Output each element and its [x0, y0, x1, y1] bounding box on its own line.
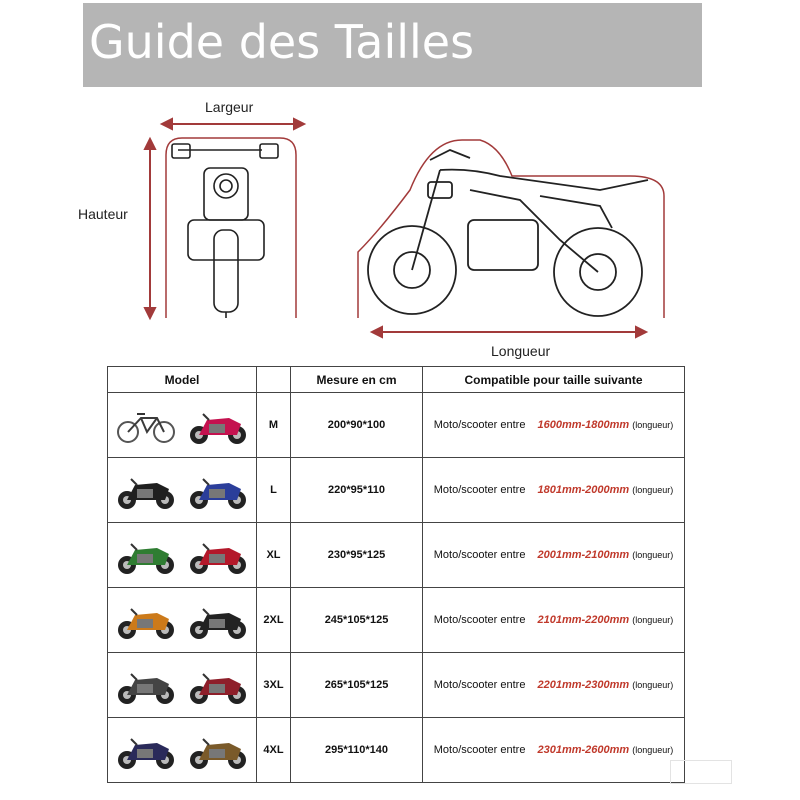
- compatible-text: Moto/scooter entre: [433, 484, 526, 496]
- table-row: [108, 393, 685, 458]
- model-images: [108, 458, 257, 523]
- length-arrow: [372, 327, 646, 337]
- length-range: 2201mm-2300mm: [537, 679, 630, 691]
- compatible-text: Moto/scooter entre: [433, 679, 526, 691]
- length-unit: (longueur): [632, 420, 674, 430]
- table-row: [108, 718, 685, 783]
- compatible-cell: [423, 653, 685, 718]
- motorcycle-icon: [115, 664, 177, 706]
- side-motorcycle-icon: [368, 150, 648, 316]
- table-row: [108, 523, 685, 588]
- compatible-cell: [423, 393, 685, 458]
- model-images: [108, 588, 257, 653]
- motorcycle-icon: [187, 599, 249, 641]
- motorcycle-icon: [187, 664, 249, 706]
- header-compatible: Compatible pour taille suivante: [423, 367, 685, 393]
- page-title: Guide des Tailles: [89, 15, 475, 69]
- table-header-row: [108, 367, 685, 393]
- size-label: L: [257, 458, 291, 523]
- header-measure: Mesure en cm: [291, 367, 423, 393]
- motorcycle-icon: [115, 469, 177, 511]
- measure-value: 230*95*125: [291, 523, 423, 588]
- watermark: [670, 760, 732, 784]
- compatible-text: Moto/scooter entre: [433, 419, 526, 431]
- scooter-icon: [187, 404, 249, 446]
- compatible-cell: [423, 718, 685, 783]
- length-label: Longueur: [491, 343, 551, 359]
- side-cover-outline: [358, 140, 664, 318]
- motorcycle-icon: [115, 599, 177, 641]
- compatible-text: Moto/scooter entre: [433, 549, 526, 561]
- size-label: 4XL: [257, 718, 291, 783]
- model-images: [108, 393, 257, 458]
- compatible-cell: [423, 523, 685, 588]
- scooter-icon: [187, 469, 249, 511]
- model-images: [108, 718, 257, 783]
- width-label: Largeur: [205, 99, 254, 115]
- length-unit: (longueur): [632, 680, 674, 690]
- length-unit: (longueur): [632, 550, 674, 560]
- compatible-text: Moto/scooter entre: [433, 614, 526, 626]
- length-range: 2101mm-2200mm: [537, 614, 630, 626]
- table-row: [108, 588, 685, 653]
- length-unit: (longueur): [632, 615, 674, 625]
- motorcycle-icon: [115, 534, 177, 576]
- length-range: 2001mm-2100mm: [537, 549, 630, 561]
- front-motorcycle-icon: [172, 144, 278, 318]
- dimension-diagram: [0, 0, 800, 362]
- size-label: XL: [257, 523, 291, 588]
- compatible-cell: [423, 588, 685, 653]
- size-label: 2XL: [257, 588, 291, 653]
- width-arrow: [162, 119, 304, 129]
- bicycle-icon: [115, 404, 177, 446]
- size-table: [107, 366, 685, 783]
- table-row: [108, 653, 685, 718]
- measure-value: 295*110*140: [291, 718, 423, 783]
- measure-value: 200*90*100: [291, 393, 423, 458]
- motorcycle-icon: [187, 729, 249, 771]
- measure-value: 265*105*125: [291, 653, 423, 718]
- length-unit: (longueur): [632, 485, 674, 495]
- length-range: 1801mm-2000mm: [537, 484, 630, 496]
- model-images: [108, 523, 257, 588]
- header-model: Model: [108, 367, 257, 393]
- size-label: M: [257, 393, 291, 458]
- length-range: 1600mm-1800mm: [537, 419, 630, 431]
- model-images: [108, 653, 257, 718]
- motorcycle-icon: [187, 534, 249, 576]
- motorcycle-icon: [115, 729, 177, 771]
- length-unit: (longueur): [632, 745, 674, 755]
- height-label: Hauteur: [78, 206, 128, 222]
- compatible-text: Moto/scooter entre: [433, 744, 526, 756]
- length-range: 2301mm-2600mm: [537, 744, 630, 756]
- compatible-cell: [423, 458, 685, 523]
- measure-value: 220*95*110: [291, 458, 423, 523]
- front-cover-outline: [166, 138, 296, 318]
- measure-value: 245*105*125: [291, 588, 423, 653]
- size-label: 3XL: [257, 653, 291, 718]
- table-row: [108, 458, 685, 523]
- height-arrow: [145, 139, 155, 318]
- header-size: [257, 367, 291, 393]
